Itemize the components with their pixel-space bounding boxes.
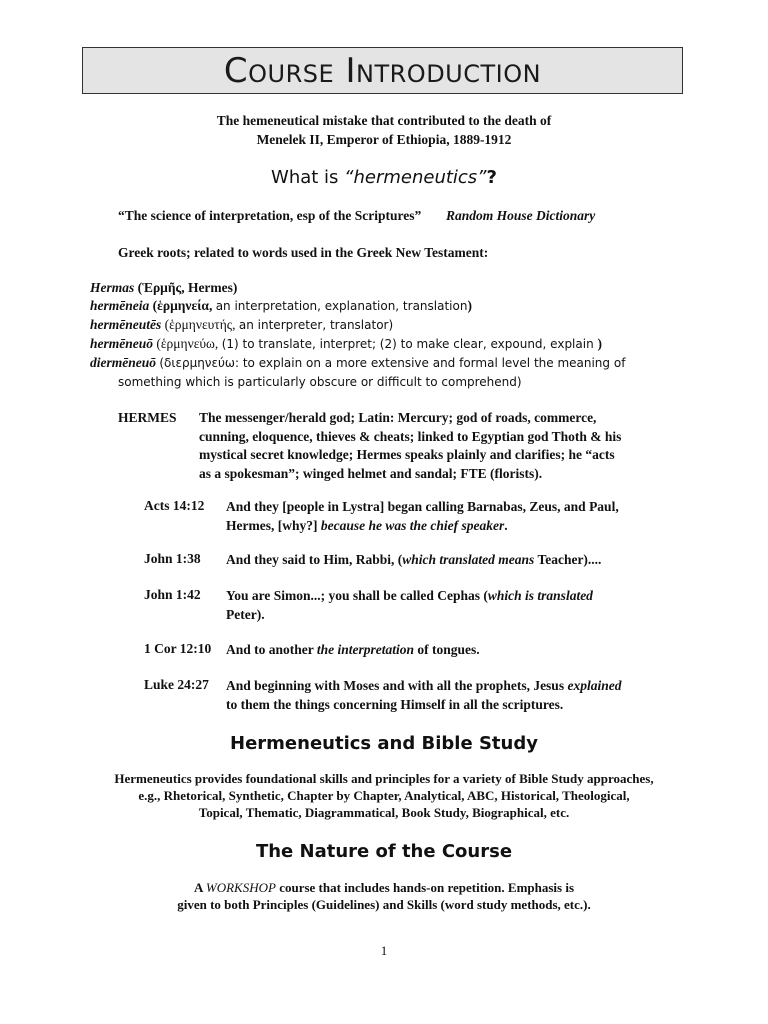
root-word: hermēneia bbox=[90, 298, 150, 313]
verse-ref: Acts 14:12 bbox=[144, 498, 205, 513]
verse-italic: which is translated bbox=[487, 588, 593, 603]
root-word: Hermas bbox=[90, 280, 135, 295]
definition bbox=[118, 207, 595, 226]
root-hermeneuo bbox=[90, 335, 602, 354]
root-greek: (ἑρμηνευτής, bbox=[164, 317, 239, 332]
root-close: ) bbox=[597, 336, 602, 351]
verse-text bbox=[226, 551, 696, 570]
verse-part: Hermes, [why?] bbox=[226, 517, 321, 533]
hermes-line: cunning, eloquence, thieves & cheats; linked to Egyptian god Thoth & his bbox=[199, 428, 622, 444]
root-greek: (Ἑρμῆς, Hermes) bbox=[137, 280, 238, 295]
hermes-line: as a spokesman”; winged helmet and sandal; FTE (florists). bbox=[199, 465, 543, 481]
root-word: diermēneuō bbox=[90, 355, 156, 370]
bible-study-line: Hermeneutics provides foundational skills and principles for a variety of Bible Study approaches, bbox=[114, 771, 654, 786]
hermeneutics-heading bbox=[0, 167, 768, 188]
verse-ref: John 1:38 bbox=[144, 551, 201, 566]
verse-part: And beginning with Moses and with all the prophets, Jesus bbox=[226, 678, 568, 693]
title-box bbox=[82, 47, 683, 94]
root-word: hermēneutēs bbox=[90, 317, 162, 332]
heading-suffix: ? bbox=[486, 167, 497, 188]
verse-text bbox=[226, 587, 696, 624]
bible-study-line: e.g., Rhetorical, Synthetic, Chapter by Chapter, Analytical, ABC, Historical, Theological, bbox=[138, 788, 630, 803]
root-hermeneutes bbox=[90, 316, 393, 335]
root-gloss: to explain on a more extensive and formal level the meaning of bbox=[242, 356, 626, 370]
root-gloss: an interpretation, explanation, translation bbox=[215, 299, 468, 313]
verse-text bbox=[226, 677, 696, 714]
root-hermas bbox=[90, 279, 237, 298]
verse-italic: which translated means bbox=[402, 552, 535, 567]
intro-line-2: Menelek II, Emperor of Ethiopia, 1889-1912 bbox=[256, 132, 512, 147]
verse-line: Peter). bbox=[226, 606, 265, 622]
nature-part: A bbox=[193, 880, 206, 895]
verse-ref: 1 Cor 12:10 bbox=[144, 641, 212, 656]
verse-part: And to another bbox=[226, 642, 317, 657]
verse-part: You are Simon...; you shall be called Cephas ( bbox=[226, 588, 488, 603]
page-number: 1 bbox=[380, 943, 388, 958]
hermes-label: HERMES bbox=[118, 410, 177, 425]
hermes-description bbox=[199, 409, 699, 483]
hermes-line: mystical secret knowledge; Hermes speaks plainly and clarifies; he “acts bbox=[199, 447, 615, 462]
root-greek: (διερμηνεύω: bbox=[159, 356, 243, 370]
root-word: hermēneuō bbox=[90, 336, 154, 351]
root-diermeneuo bbox=[90, 354, 625, 373]
verse-ref: Luke 24:27 bbox=[144, 677, 209, 692]
root-hermeneia bbox=[90, 297, 472, 316]
bible-study-heading: Hermeneutics and Bible Study bbox=[230, 733, 538, 754]
verse-italic: because he was the chief speaker bbox=[320, 517, 505, 533]
page-title: Course Introduction bbox=[223, 50, 542, 91]
verse-line bbox=[226, 517, 696, 536]
verse-text bbox=[226, 641, 696, 660]
verse-italic: the interpretation bbox=[316, 642, 415, 657]
definition-source: Random House Dictionary bbox=[445, 208, 596, 223]
nature-part: course that includes hands-on repetition. Emphasis is bbox=[275, 880, 575, 895]
nature-line: given to both Principles (Guidelines) and Skills (word study methods, etc.). bbox=[177, 897, 591, 912]
root-gloss: (1) to translate, interpret; (2) to make clear, expound, explain bbox=[221, 337, 598, 351]
root-close: ) bbox=[467, 298, 472, 313]
nature-italic: WORKSHOP bbox=[205, 880, 276, 895]
heading-term: “hermeneutics” bbox=[344, 167, 487, 188]
root-greek: (ἑρμηνεία, bbox=[152, 298, 216, 313]
verse-line: to them the things concerning Himself in all the scriptures. bbox=[226, 696, 564, 712]
root-diermeneuo-cont: something which is particularly obscure or difficult to comprehend) bbox=[118, 375, 522, 389]
verse-part: And they said to Him, Rabbi, ( bbox=[226, 552, 403, 567]
root-greek: (ἑρμηνεύω, bbox=[156, 336, 222, 351]
verse-part: Teacher).... bbox=[534, 552, 602, 567]
intro-line-1: The hemeneutical mistake that contributed to the death of bbox=[216, 113, 552, 128]
verse-ref: John 1:42 bbox=[144, 587, 201, 602]
nature-paragraph bbox=[0, 879, 768, 913]
verse-part: of tongues. bbox=[414, 642, 480, 657]
hermes-line: The messenger/herald god; Latin: Mercury; god of roads, commerce, bbox=[199, 410, 597, 425]
definition-quote: “The science of interpretation, esp of the Scriptures” bbox=[118, 208, 422, 223]
verse-text bbox=[226, 498, 696, 535]
verse-part: . bbox=[504, 517, 508, 533]
verse-italic: explained bbox=[567, 678, 622, 693]
bible-study-line: Topical, Thematic, Diagrammatical, Book Study, Biographical, etc. bbox=[198, 805, 570, 820]
bible-study-paragraph bbox=[0, 770, 768, 821]
greek-roots-intro: Greek roots; related to words used in the Greek New Testament: bbox=[118, 245, 489, 260]
nature-heading: The Nature of the Course bbox=[255, 841, 513, 862]
verse-line: And they [people in Lystra] began calling Barnabas, Zeus, and Paul, bbox=[226, 499, 619, 514]
intro bbox=[0, 111, 768, 149]
heading-prefix: What is bbox=[271, 167, 345, 188]
root-gloss: an interpreter, translator) bbox=[238, 318, 394, 332]
